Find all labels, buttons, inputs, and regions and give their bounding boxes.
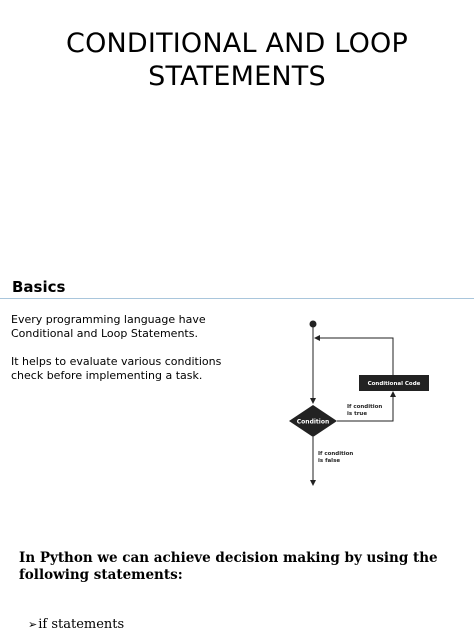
- bullet-arrow-icon: ➢: [28, 618, 38, 631]
- page-title-line-2: STATEMENTS: [148, 61, 326, 92]
- if-false-label-2: is false: [318, 458, 341, 464]
- section-heading: Basics: [12, 278, 66, 296]
- page-title: [0, 27, 474, 93]
- page-title-line-1: CONDITIONAL AND LOOP: [66, 28, 408, 59]
- flowchart-diagram: [280, 315, 440, 490]
- if-false-label-1: If condition: [318, 451, 354, 457]
- paragraph-evaluate: It helps to evaluate various conditions check before implementing a task.: [11, 355, 222, 382]
- condition-label: Condition: [296, 418, 330, 426]
- bullet-if-statements: [28, 617, 124, 632]
- if-true-label-1: If condition: [347, 404, 383, 410]
- loop-back-path: [315, 338, 393, 375]
- if-true-label-2: is true: [347, 411, 368, 417]
- section-divider: [0, 298, 474, 299]
- python-decision-text: In Python we can achieve decision making by using the following statements:: [19, 550, 438, 583]
- flowchart-svg: [280, 315, 440, 490]
- conditional-code-label: Conditional Code: [367, 381, 421, 387]
- bullet-label: if statements: [38, 617, 125, 632]
- paragraph-languages: Every programming language have Conditional and Loop Statements.: [11, 313, 206, 340]
- start-dot: [310, 321, 317, 328]
